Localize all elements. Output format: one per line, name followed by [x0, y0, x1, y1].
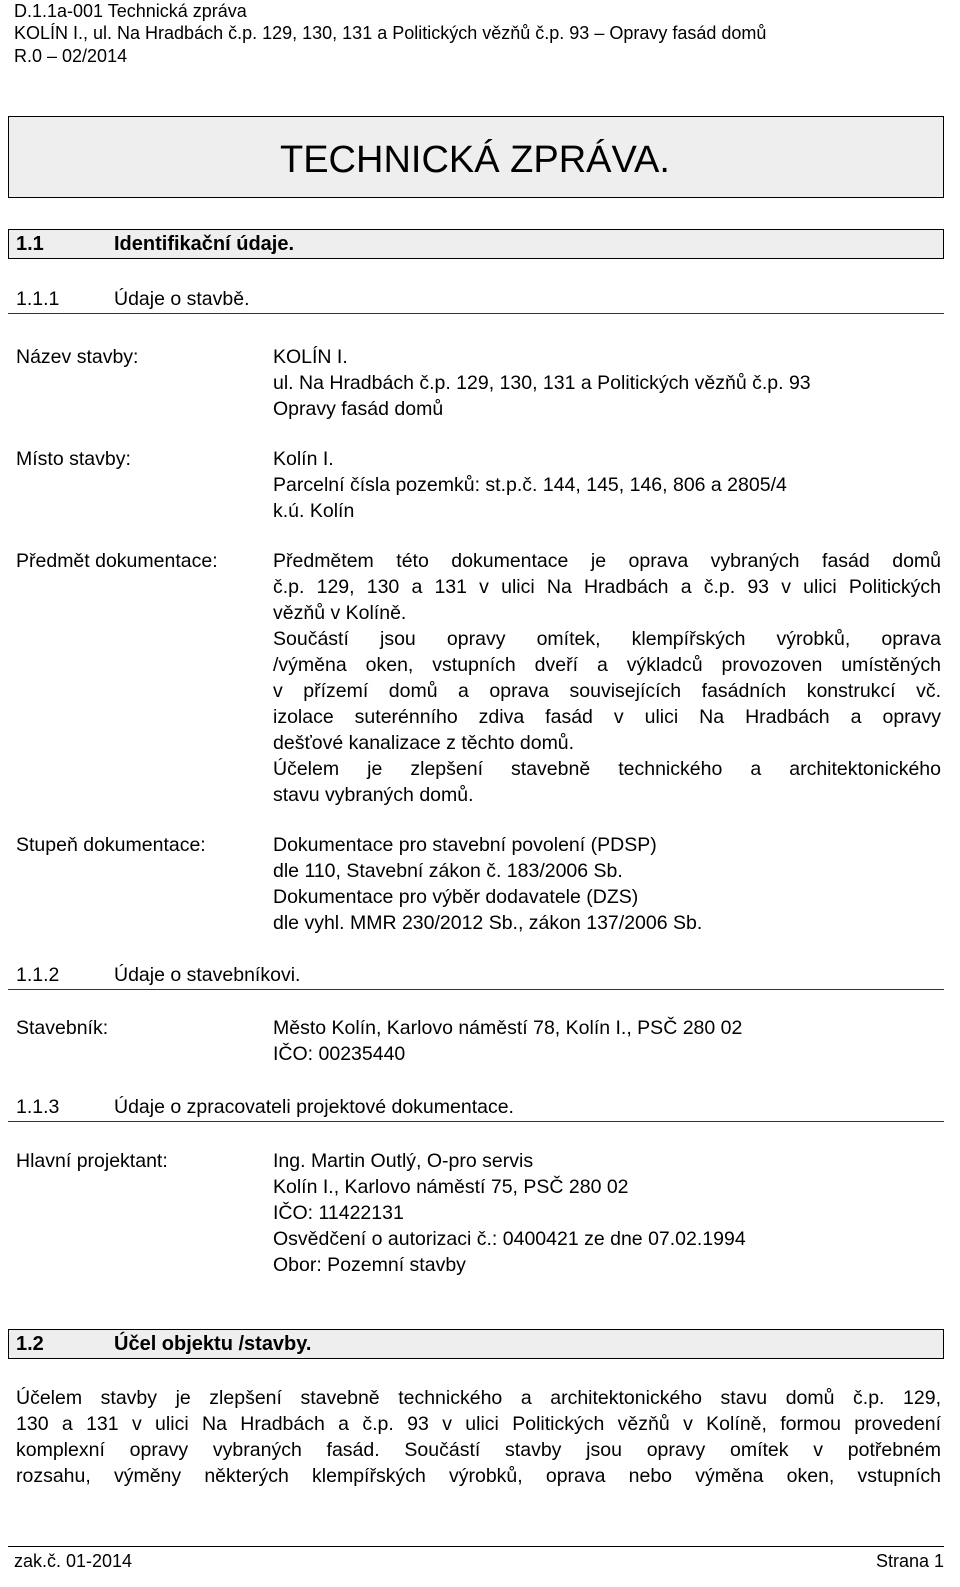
subsection-1-1-3-number: 1.1.3 [16, 1096, 60, 1118]
predmet-line: izolace suterénního zdiva fasád v ulici Na Hradbách a opravy [273, 706, 941, 728]
subsection-1-1-1-title: Údaje o stavbě. [114, 288, 250, 310]
predmet-line: č.p. 129, 130 a 131 v ulici Na Hradbách a č.p. 93 v ulici Politických [273, 576, 941, 598]
predmet-line: /výměna oken, vstupních dveří a výkladců provozoven umístěných [273, 654, 941, 676]
ucel-paragraph [16, 1385, 941, 1489]
subsection-1-1-2-title: Údaje o stavebníkovi. [114, 964, 301, 986]
nazev-line: ul. Na Hradbách č.p. 129, 130, 131 a Politických vězňů č.p. 93 [273, 372, 811, 394]
section-1-1-number: 1.1 [16, 233, 44, 255]
stavebnik-line: Město Kolín, Karlovo náměstí 78, Kolín I., PSČ 280 02 [273, 1017, 743, 1039]
footer-rule [8, 1546, 944, 1547]
misto-stavby-label: Místo stavby: [16, 448, 131, 470]
misto-stavby-value [273, 446, 941, 524]
predmet-dokumentace-label: Předmět dokumentace: [16, 550, 218, 572]
nazev-stavby-label: Název stavby: [16, 346, 139, 368]
ucel-line: 130 a 131 v ulici Na Hradbách a č.p. 93 v ulici Politických vězňů v Kolíně, formou provedení [16, 1413, 941, 1435]
subsection-rule [8, 989, 944, 990]
stupen-dokumentace-value [273, 832, 941, 936]
misto-line: Parcelní čísla pozemků: st.p.č. 144, 145, 146, 806 a 2805/4 [273, 474, 787, 496]
subsection-rule [8, 1121, 944, 1122]
subsection-1-1-2-number: 1.1.2 [16, 964, 60, 986]
predmet-line: stavu vybraných domů. [273, 784, 474, 806]
stupen-line: dle vyhl. MMR 230/2012 Sb., zákon 137/2006 Sb. [273, 912, 703, 934]
nazev-line: Opravy fasád domů [273, 398, 444, 420]
predmet-line: v přízemí domů a oprava souvisejících fasádních konstrukcí vč. [273, 680, 941, 702]
hlavni-projektant-value [273, 1148, 941, 1278]
misto-line: Kolín I. [273, 448, 334, 470]
page-title: TECHNICKÁ ZPRÁVA. [280, 139, 670, 181]
footer-contract-number: zak.č. 01-2014 [14, 1551, 133, 1571]
misto-line: k.ú. Kolín [273, 500, 355, 522]
ucel-line: Účelem stavby je zlepšení stavebně technického a architektonického stavu domů č.p. 129, [16, 1387, 941, 1409]
section-1-2-title: Účel objektu /stavby. [114, 1333, 312, 1355]
subsection-1-1-3-title: Údaje o zpracovateli projektové dokumentace. [114, 1096, 514, 1118]
doc-revision: R.0 – 02/2014 [14, 46, 128, 66]
projektant-line: Obor: Pozemní stavby [273, 1254, 466, 1276]
doc-code: D.1.1a-001 Technická zpráva [14, 1, 247, 21]
predmet-line: Součástí jsou opravy omítek, klempířských výrobků, oprava [273, 628, 941, 650]
predmet-dokumentace-value [273, 548, 941, 808]
stupen-line: dle 110, Stavební zákon č. 183/2006 Sb. [273, 860, 623, 882]
doc-subject: KOLÍN I., ul. Na Hradbách č.p. 129, 130, 131 a Politických vězňů č.p. 93 – Opravy fasád domů [14, 23, 767, 43]
ucel-line: komplexní opravy vybraných fasád. Součástí stavby jsou opravy omítek v potřebném [16, 1439, 941, 1461]
projektant-line: Ing. Martin Outlý, O-pro servis [273, 1150, 534, 1172]
projektant-line: Kolín I., Karlovo náměstí 75, PSČ 280 02 [273, 1176, 629, 1198]
stupen-line: Dokumentace pro výběr dodavatele (DZS) [273, 886, 639, 908]
subsection-rule [8, 313, 944, 314]
section-1-1-title: Identifikační údaje. [114, 233, 295, 255]
projektant-line: IČO: 11422131 [273, 1202, 404, 1224]
nazev-line: KOLÍN I. [273, 346, 348, 368]
predmet-line: Účelem je zlepšení stavebně technického a architektonického [273, 758, 941, 780]
stavebnik-label: Stavebník: [16, 1017, 109, 1039]
hlavni-projektant-label: Hlavní projektant: [16, 1150, 168, 1172]
stupen-dokumentace-label: Stupeň dokumentace: [16, 834, 206, 856]
predmet-line: dešťové kanalizace z těchto domů. [273, 732, 575, 754]
subsection-1-1-1-number: 1.1.1 [16, 288, 60, 310]
nazev-stavby-value [273, 344, 941, 422]
footer-page-number: Strana 1 [875, 1551, 944, 1571]
ucel-line: rozsahu, výměny některých klempířských výrobků, oprava nebo výměna oken, vstupních [16, 1465, 941, 1487]
predmet-line: vězňů v Kolíně. [273, 602, 407, 624]
stavebnik-line: IČO: 00235440 [273, 1043, 406, 1065]
section-1-2-number: 1.2 [16, 1333, 44, 1355]
stupen-line: Dokumentace pro stavební povolení (PDSP) [273, 834, 657, 856]
projektant-line: Osvědčení o autorizaci č.: 0400421 ze dne 07.02.1994 [273, 1228, 746, 1250]
stavebnik-value [273, 1015, 941, 1067]
predmet-line: Předmětem této dokumentace je oprava vybraných fasád domů [273, 550, 941, 572]
